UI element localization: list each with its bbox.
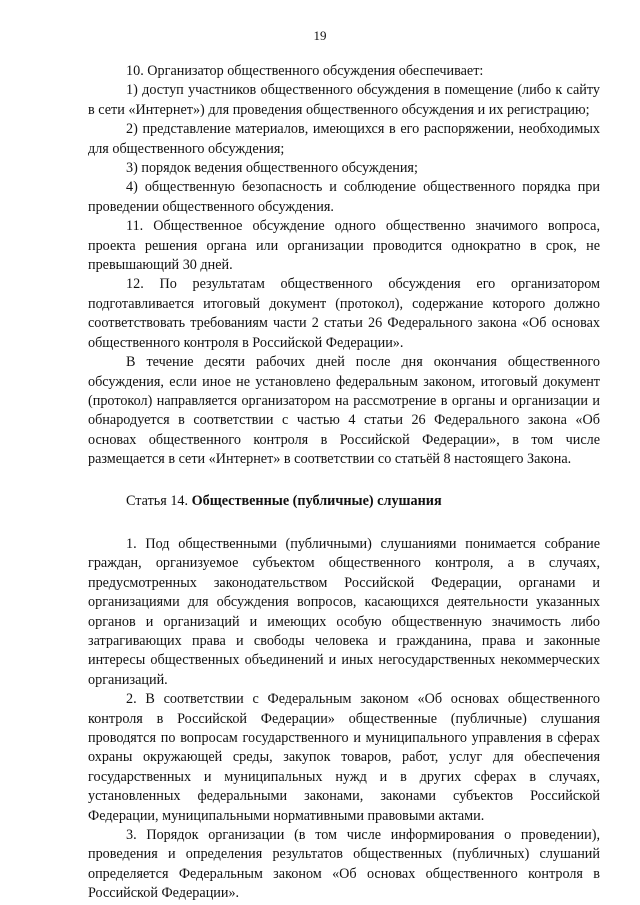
paragraph-10-item-1: 1) доступ участников общественного обсуждения в помещение (либо к сайту в сети «Интернет») для проведения общественного обсуждения и их регистрацию; bbox=[88, 82, 600, 118]
paragraph-10-intro: 10. Организатор общественного обсуждения обеспечивает: bbox=[126, 63, 484, 79]
paragraph-12: 12. По результатам общественного обсуждения его организатором подготавливается итоговый документ (протокол), содержание которого должно соответствовать требованиям части 2 статьи 26 Федерального закона «Об основах общественного контроля в Российской Федерации». bbox=[88, 276, 600, 351]
article-14-paragraph-2: 2. В соответствии с Федеральным законом «Об основах общественного контроля в Российской Федерации» общественные (публичные) слушания проводятся по вопросам государственного и муниципального управления в сферах охраны окружающей среды, закупок товаров, работ, услуг для обеспечения государственных и муниципальных нужд и в других сферах в случаях, установленных федеральными законами, законами субъектов Российской Федерации, муниципальными нормативными правовыми актами. bbox=[88, 691, 600, 824]
article-14-prefix: Статья 14. bbox=[126, 492, 192, 509]
paragraph-12-continuation: В течение десяти рабочих дней после дня окончания общественного обсуждения, если иное не установлено федеральным законом, итоговый документ (протокол) направляется организатором на рассмотрение в органы и организации и обнародуется в соответствии с частью 4 статьи 26 Федерального закона «Об основах общественного контроля в Российской Федерации», в том числе размещается в сети «Интернет» в соответствии со статьёй 8 настоящего Закона. bbox=[88, 354, 600, 468]
article-14-title: Общественные (публичные) слушания bbox=[191, 492, 442, 509]
paragraph-10-item-4: 4) общественную безопасность и соблюдение общественного порядка при проведении общественного обсуждения. bbox=[88, 179, 600, 215]
document-body bbox=[88, 62, 600, 904]
article-14-paragraph-3: 3. Порядок организации (в том числе информирования о проведении), проведения и определения результатов общественных (публичных) слушаний определяется Федеральным законом «Об основах общественного контроля в Российской Федерации». bbox=[88, 827, 600, 902]
paragraph-10-item-2: 2) представление материалов, имеющихся в его распоряжении, необходимых для общественного обсуждения; bbox=[88, 121, 600, 157]
page-number: 19 bbox=[313, 28, 327, 43]
article-14-heading bbox=[88, 492, 600, 511]
article-14-paragraph-1: 1. Под общественными (публичными) слушаниями понимается собрание граждан, организуемое субъектом общественного контроля, а в случаях, предусмотренных законодательством Российской Федерации, органами и организациями для обсуждения вопросов, касающихся деятельности указанных органов и организаций и имеющих особую общественную значимость либо затрагивающих права и свободы человека и гражданина, права и законные интересы общественных объединений и иных негосударственных некоммерческих организаций. bbox=[88, 535, 600, 688]
section-article14-clauses bbox=[88, 535, 600, 904]
paragraph-11: 11. Общественное обсуждение одного общественно значимого вопроса, проекта решения органа или организации проводится однократно в срок, не превышающий 30 дней. bbox=[88, 218, 600, 274]
paragraph-10-item-3: 3) порядок ведения общественного обсуждения; bbox=[126, 160, 418, 177]
section-article13-clauses bbox=[88, 62, 600, 470]
